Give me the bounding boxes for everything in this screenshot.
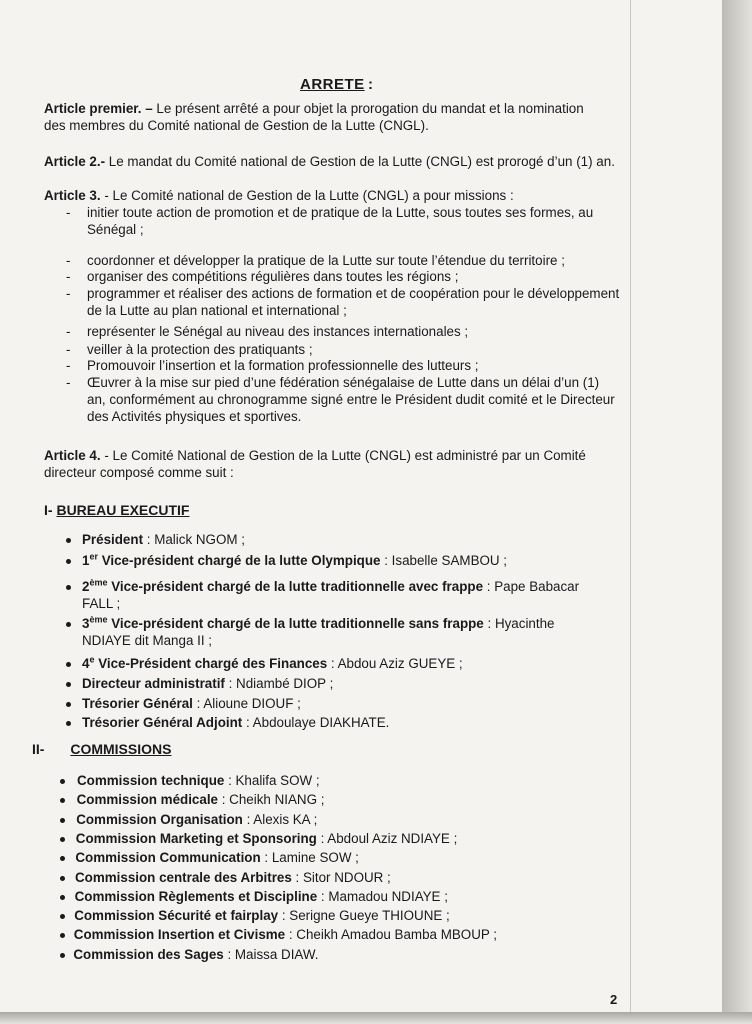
commission-role: Commission médicale	[76, 792, 218, 808]
bullet-icon	[66, 682, 71, 687]
page-bottom-edge	[0, 1012, 752, 1024]
commission-item	[76, 831, 458, 847]
section-bureau-title: BUREAU EXECUTIF	[56, 502, 190, 518]
commission-item	[74, 927, 497, 943]
member-role: Trésorier Général Adjoint	[82, 715, 243, 730]
commission-item	[77, 773, 320, 789]
commission-item	[73, 947, 318, 963]
article-1-label: Article premier. –	[44, 101, 153, 116]
member-name: : Malick NGOM ;	[146, 532, 245, 547]
commission-role: Commission Insertion et Civisme	[73, 927, 286, 943]
article-4-label: Article 4.	[44, 448, 101, 463]
role-ordinal-suffix: e	[89, 654, 95, 665]
mission-line: programmer et réaliser des actions de formation et de coopération pour le développement	[87, 286, 620, 301]
role-ordinal: 2	[82, 579, 90, 594]
commission-member: : Cheikh NIANG ;	[221, 792, 325, 808]
article-2-label: Article 2.-	[44, 154, 106, 169]
bullet-icon	[66, 559, 71, 564]
commission-role: Commission technique	[77, 773, 225, 788]
article-4	[44, 448, 586, 464]
mission-line: organiser des compétitions régulières dans toutes les régions ;	[87, 269, 459, 284]
mission-line: des Activités physiques et sportives.	[87, 409, 302, 424]
section-commissions-heading	[32, 741, 171, 757]
bureau-member	[82, 532, 245, 548]
commission-member: : Sitor NDOUR ;	[295, 869, 391, 885]
mission-line: initier toute action de promotion et de pratique de la Lutte, sous toutes ses formes, au	[87, 205, 594, 220]
page-title: ARRETE	[300, 76, 365, 93]
bureau-member	[82, 616, 555, 632]
commission-item	[75, 850, 359, 866]
mission-dash: -	[66, 253, 71, 268]
bureau-member	[82, 553, 507, 569]
section-bureau-heading	[44, 502, 189, 518]
commission-role: Commission des Sages	[73, 946, 224, 962]
mission-line: veiller à la protection des pratiquants ;	[87, 342, 313, 357]
mission-dash: -	[66, 286, 71, 301]
commission-role: Commission centrale des Arbitres	[75, 869, 292, 885]
mission-line: Promouvoir l’insertion et la formation professionnelle des lutteurs ;	[87, 358, 479, 373]
bureau-member	[82, 656, 463, 672]
bullet-icon	[60, 779, 65, 784]
mission-line: de la Lutte au plan national et international ;	[87, 303, 347, 318]
page-shadow	[722, 0, 752, 1024]
member-role: Vice-Président chargé des Finances	[94, 656, 328, 671]
commission-item	[75, 889, 448, 905]
commission-item	[77, 792, 325, 808]
mission-dash: -	[66, 358, 71, 373]
article-4-line2: directeur composé comme suit :	[44, 465, 234, 480]
member-name: : Pape Babacar	[486, 579, 580, 594]
mission-line: coordonner et développer la pratique de la Lutte sur toute l’étendue du territoire ;	[87, 253, 565, 268]
bureau-member	[82, 696, 301, 712]
member-role: Vice-président chargé de la lutte Olympique	[97, 553, 381, 568]
commission-member: : Maissa DIAW.	[227, 946, 319, 962]
section-commissions-title: COMMISSIONS	[70, 741, 172, 757]
member-name: : Abdou Aziz GUEYE ;	[330, 656, 463, 671]
bullet-icon	[60, 953, 65, 958]
commission-member: : Cheikh Amadou Bamba MBOUP ;	[288, 927, 498, 943]
member-role: Vice-président chargé de la lutte traditionnelle sans frappe	[107, 616, 484, 631]
page-number: 2	[610, 992, 618, 1007]
bullet-icon	[66, 662, 71, 667]
mission-dash: -	[66, 205, 71, 220]
bureau-member	[82, 579, 579, 595]
member-name-continued: FALL ;	[82, 596, 121, 611]
commission-role: Commission Organisation	[76, 811, 243, 827]
mission-line: Œuvrer à la mise sur pied d’une fédération sénégalaise de Lutte dans un délai d’un (1)	[87, 375, 600, 390]
member-role: Vice-président chargé de la lutte traditionnelle avec frappe	[107, 579, 484, 594]
bureau-member	[82, 715, 389, 731]
mission-dash: -	[66, 324, 71, 339]
commission-member: : Mamadou NDIAYE ;	[320, 888, 448, 904]
commission-role: Commission Marketing et Sponsoring	[75, 830, 317, 846]
title-colon: :	[368, 76, 373, 93]
commission-member: : Alexis KA ;	[246, 811, 318, 827]
bullet-icon	[60, 895, 65, 900]
section-commissions-number: II-	[32, 741, 45, 757]
article-2-text: Le mandat du Comité national de Gestion de la Lutte (CNGL) est prorogé d’un (1) an.	[108, 154, 615, 169]
article-1-line2: des membres du Comité national de Gestion de la Lutte (CNGL).	[44, 118, 429, 133]
mission-line: représenter le Sénégal au niveau des instances internationales ;	[87, 324, 469, 339]
role-ordinal-suffix: ème	[89, 614, 108, 625]
role-ordinal-suffix: er	[89, 551, 98, 562]
mission-line: an, conformément au chronogramme signé entre le Président dudit comité et le Directeur	[87, 392, 615, 407]
commission-member: : Serigne Gueye THIOUNE ;	[281, 908, 450, 924]
mission-dash: -	[66, 375, 71, 390]
article-3	[44, 188, 514, 204]
bullet-icon	[60, 818, 65, 823]
bullet-icon	[66, 721, 71, 726]
role-ordinal: 1	[82, 553, 90, 568]
commission-item	[74, 908, 450, 924]
commission-item	[76, 812, 317, 828]
member-name: : Hyacinthe	[487, 616, 555, 631]
article-1	[44, 101, 584, 117]
bullet-icon	[60, 876, 65, 881]
bureau-member	[82, 676, 333, 692]
article-3-label: Article 3.	[44, 188, 101, 203]
bullet-icon	[66, 622, 71, 627]
page-fold-line	[630, 0, 631, 1012]
article-1-line1: Le présent arrêté a pour objet la prorogation du mandat et la nomination	[156, 101, 584, 116]
article-4-line1: - Le Comité National de Gestion de la Lutte (CNGL) est administré par un Comité	[104, 448, 586, 463]
commission-role: Commission Sécurité et fairplay	[74, 908, 279, 924]
commission-role: Commission Communication	[75, 850, 261, 866]
commission-role: Commission Règlements et Discipline	[74, 888, 318, 904]
mission-dash: -	[66, 269, 71, 284]
member-name: : Ndiambé DIOP ;	[228, 676, 334, 691]
bullet-icon	[60, 837, 65, 842]
bullet-icon	[66, 702, 71, 707]
member-role: Trésorier Général	[82, 696, 193, 711]
member-name: : Abdoulaye DIAKHATE.	[245, 715, 390, 730]
member-role: Président	[82, 532, 144, 547]
bullet-icon	[66, 538, 71, 543]
commission-member: : Lamine SOW ;	[264, 850, 359, 866]
article-3-intro: - Le Comité national de Gestion de la Lutte (CNGL) a pour missions :	[104, 188, 514, 203]
mission-dash: -	[66, 342, 71, 357]
commission-member: : Abdoul Aziz NDIAYE ;	[320, 830, 458, 846]
member-role: Directeur administratif	[82, 676, 225, 691]
commission-item	[75, 870, 391, 886]
section-bureau-number: I-	[44, 502, 53, 518]
commission-member: : Khalifa SOW ;	[228, 773, 320, 788]
role-ordinal: 4	[82, 656, 90, 671]
mission-line: Sénégal ;	[87, 222, 144, 237]
role-ordinal-suffix: ème	[89, 577, 108, 588]
member-name: : Alioune DIOUF ;	[196, 696, 301, 711]
member-name: : Isabelle SAMBOU ;	[384, 553, 508, 568]
bullet-icon	[66, 585, 71, 590]
article-2	[44, 154, 615, 170]
member-name-continued: NDIAYE dit Manga II ;	[82, 633, 212, 648]
role-ordinal: 3	[82, 616, 90, 631]
